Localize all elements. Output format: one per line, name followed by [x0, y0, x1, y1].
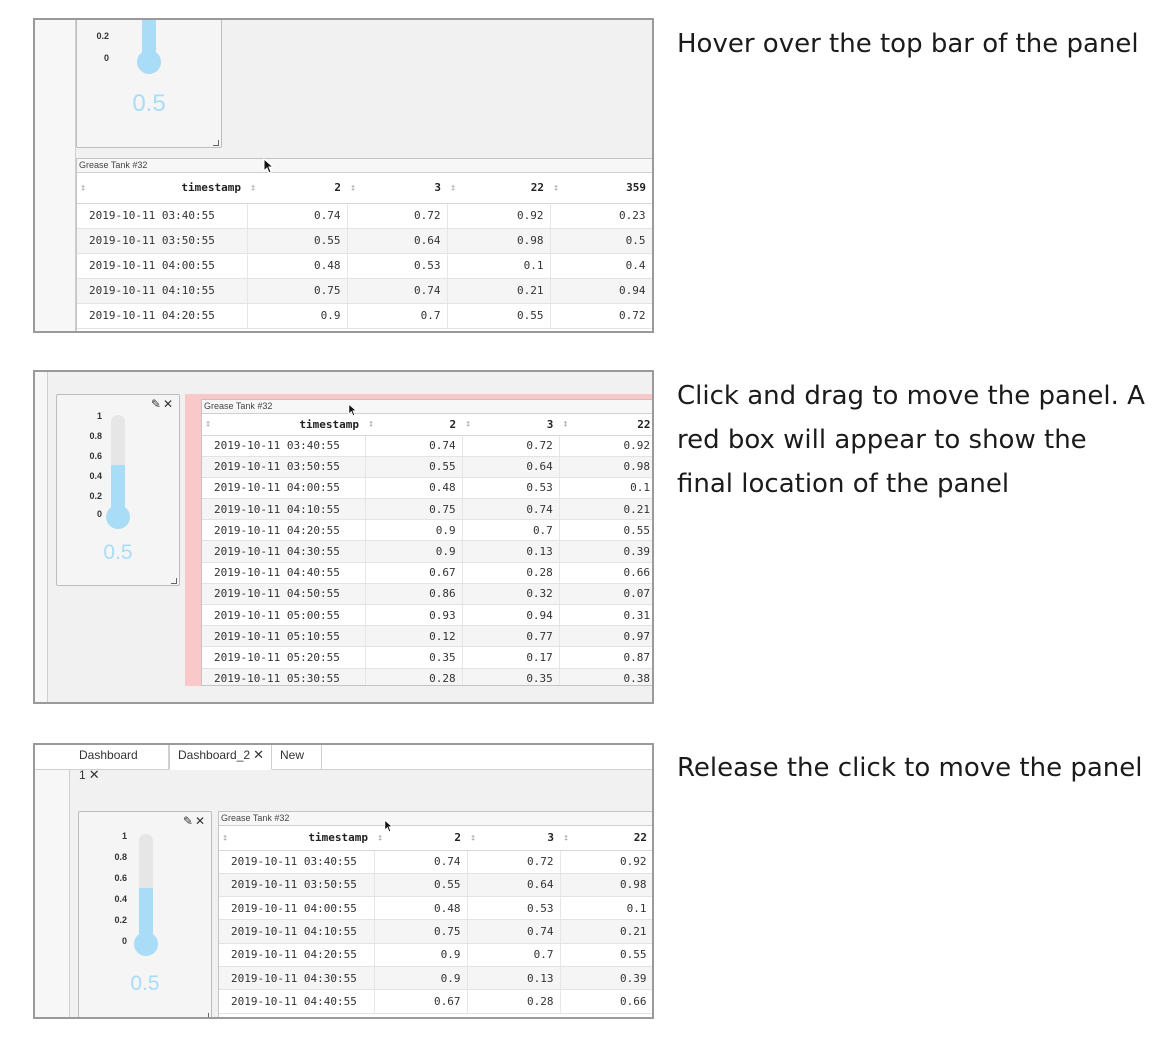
value-cell: 0.94	[462, 605, 559, 626]
value-cell: 0.23	[550, 203, 652, 228]
gauge-tick: 0	[103, 53, 109, 63]
value-cell: 0.35	[462, 668, 559, 686]
value-cell: 0.86	[365, 583, 462, 604]
value-cell: 0.98	[447, 228, 550, 253]
column-header[interactable]	[447, 173, 550, 203]
value-cell: 0.74	[365, 435, 462, 456]
timestamp-cell: 2019-10-11 04:50:55	[202, 583, 365, 604]
value-cell: 0.35	[365, 647, 462, 668]
panel-title-bar[interactable]: Grease Tank #32	[219, 812, 654, 826]
tab-label: Dashboard 1	[79, 748, 138, 782]
gauge-tick: 0.6	[89, 451, 102, 461]
sort-icon[interactable]: ↕	[205, 418, 212, 430]
column-header[interactable]	[77, 173, 247, 203]
column-header-label: 3	[434, 181, 441, 195]
gauge-tick: 1	[96, 411, 102, 421]
gauge-panel[interactable]	[78, 811, 212, 1019]
data-table	[219, 826, 654, 1014]
table-row	[202, 562, 654, 583]
gauge-bulb	[134, 932, 158, 956]
value-cell: 0.1	[560, 897, 653, 920]
value-cell: 0.75	[365, 499, 462, 520]
gauge-tick: 0.2	[96, 31, 109, 41]
left-rail	[35, 20, 76, 331]
column-header[interactable]	[347, 173, 447, 203]
table-row	[77, 253, 652, 278]
screenshot-step-3	[33, 743, 654, 1019]
column-header-label: 359	[626, 181, 646, 195]
timestamp-cell: 2019-10-11 04:00:55	[219, 897, 374, 920]
gauge-tick: 0	[121, 936, 127, 946]
value-cell: 0.1	[559, 477, 654, 498]
value-cell: 0.13	[467, 966, 560, 989]
value-cell: 0.94	[550, 278, 652, 303]
gauge-panel[interactable]	[76, 18, 222, 148]
value-cell: 0.72	[550, 303, 652, 328]
column-header[interactable]	[365, 414, 462, 435]
sort-icon[interactable]: ↕	[465, 418, 472, 430]
value-cell: 0.28	[462, 562, 559, 583]
panel-title-bar[interactable]: Grease Tank #32	[202, 400, 654, 414]
value-cell: 0.67	[365, 562, 462, 583]
step-3-caption: Release the click to move the panel	[677, 753, 1143, 783]
table-row	[202, 456, 654, 477]
tab-dashboard-1[interactable]	[71, 745, 169, 782]
column-header[interactable]	[550, 173, 652, 203]
value-cell: 0.93	[365, 605, 462, 626]
value-cell: 0.21	[560, 920, 653, 943]
timestamp-cell: 2019-10-11 04:00:55	[202, 477, 365, 498]
table-row	[219, 943, 653, 966]
timestamp-cell: 2019-10-11 04:10:55	[219, 920, 374, 943]
value-cell: 0.48	[365, 477, 462, 498]
value-cell: 0.55	[447, 303, 550, 328]
sort-icon[interactable]: ↕	[563, 832, 570, 844]
value-cell: 0.55	[560, 943, 653, 966]
value-cell: 0.28	[365, 668, 462, 686]
table-row	[202, 583, 654, 604]
value-cell: 0.53	[467, 897, 560, 920]
timestamp-cell: 2019-10-11 04:00:55	[77, 253, 247, 278]
table-row	[202, 541, 654, 562]
resize-handle[interactable]	[213, 140, 219, 146]
table-row	[219, 897, 653, 920]
value-cell: 0.9	[365, 520, 462, 541]
column-header-label: 3	[547, 831, 554, 845]
column-header-label: 22	[637, 417, 651, 431]
timestamp-cell: 2019-10-11 04:40:55	[219, 990, 374, 1013]
timestamp-cell: 2019-10-11 03:50:55	[202, 456, 365, 477]
value-cell: 0.74	[347, 278, 447, 303]
table-panel[interactable]	[201, 399, 654, 686]
column-header-label: timestamp	[181, 181, 241, 195]
value-cell: 0.87	[559, 647, 654, 668]
gauge-tick: 0.4	[114, 894, 127, 904]
edit-close-icon[interactable]: ✎✕	[150, 397, 175, 411]
timestamp-cell: 2019-10-11 05:30:55	[202, 668, 365, 686]
table-row	[77, 203, 652, 228]
value-cell: 0.55	[247, 228, 347, 253]
table-row	[202, 626, 654, 647]
gauge-tick: 1	[121, 831, 127, 841]
value-cell: 0.17	[462, 647, 559, 668]
value-cell: 0.74	[467, 920, 560, 943]
value-cell: 0.9	[374, 966, 467, 989]
gauge-value: 0.5	[132, 90, 166, 117]
value-cell: 0.9	[365, 541, 462, 562]
tab-label: Dashboard_2	[178, 748, 251, 762]
sort-icon[interactable]: ↕	[553, 182, 560, 194]
gauge-tube	[139, 834, 153, 942]
table-row	[219, 966, 653, 989]
gauge-panel[interactable]	[56, 394, 180, 586]
value-cell: 0.38	[559, 668, 654, 686]
table-panel[interactable]	[76, 158, 654, 333]
value-cell: 0.92	[559, 435, 654, 456]
value-cell: 0.72	[347, 203, 447, 228]
sort-icon[interactable]: ↕	[470, 832, 477, 844]
edit-close-icon[interactable]: ✎✕	[182, 814, 207, 828]
value-cell: 0.7	[347, 303, 447, 328]
column-header-label: timestamp	[308, 831, 368, 845]
gauge-tube	[111, 415, 125, 515]
screenshot-step-2	[33, 370, 654, 704]
value-cell: 0.66	[560, 990, 653, 1013]
table-row	[77, 228, 652, 253]
column-header-label: 2	[454, 831, 461, 845]
close-icon[interactable]: ✕	[88, 767, 100, 782]
timestamp-cell: 2019-10-11 04:30:55	[219, 966, 374, 989]
table-row	[202, 605, 654, 626]
value-cell: 0.98	[559, 456, 654, 477]
value-cell: 0.72	[462, 435, 559, 456]
tab-dashboard-2[interactable]	[169, 745, 272, 770]
sort-icon[interactable]: ↕	[368, 418, 375, 430]
value-cell: 0.39	[560, 966, 653, 989]
gauge-tick: 0.8	[114, 852, 127, 862]
gauge-tick: 0.6	[114, 873, 127, 883]
value-cell: 0.5	[550, 228, 652, 253]
timestamp-cell: 2019-10-11 04:10:55	[77, 278, 247, 303]
gauge-value: 0.5	[103, 541, 133, 564]
sort-icon[interactable]: ↕	[250, 182, 257, 194]
value-cell: 0.07	[559, 583, 654, 604]
resize-handle[interactable]	[203, 1013, 209, 1019]
table-row	[219, 990, 653, 1013]
panel-title-bar[interactable]: Grease Tank #32	[77, 159, 654, 173]
value-cell: 0.32	[462, 583, 559, 604]
column-header-label: 22	[633, 831, 647, 845]
value-cell: 0.12	[365, 626, 462, 647]
gauge-tick: 0	[96, 509, 102, 519]
gauge-value: 0.5	[130, 972, 160, 995]
timestamp-cell: 2019-10-11 03:40:55	[202, 435, 365, 456]
value-cell: 0.9	[374, 943, 467, 966]
value-cell: 0.31	[559, 605, 654, 626]
table-row	[77, 303, 652, 328]
value-cell: 0.48	[247, 253, 347, 278]
table-row	[202, 435, 654, 456]
timestamp-cell: 2019-10-11 04:30:55	[202, 541, 365, 562]
column-header[interactable]	[560, 826, 653, 850]
timestamp-cell: 2019-10-11 05:20:55	[202, 647, 365, 668]
tab-new[interactable]	[272, 745, 322, 769]
tab-label: New	[280, 748, 305, 762]
value-cell: 0.28	[467, 990, 560, 1013]
value-cell: 0.48	[374, 897, 467, 920]
value-cell: 0.64	[467, 873, 560, 896]
value-cell: 0.55	[374, 873, 467, 896]
gauge-tick: 0.2	[114, 915, 127, 925]
left-rail	[35, 770, 70, 1017]
column-header-label: 2	[449, 417, 457, 431]
value-cell: 0.7	[462, 520, 559, 541]
close-icon[interactable]: ✕	[253, 747, 264, 762]
value-cell: 0.75	[374, 920, 467, 943]
value-cell: 0.75	[247, 278, 347, 303]
timestamp-cell: 2019-10-11 03:40:55	[77, 203, 247, 228]
column-header[interactable]	[219, 826, 374, 850]
screenshot-step-1	[33, 18, 654, 333]
value-cell: 0.21	[447, 278, 550, 303]
timestamp-cell: 2019-10-11 04:20:55	[202, 520, 365, 541]
sort-icon[interactable]: ↕	[80, 182, 87, 194]
step-2-caption: Click and drag to move the panel. A red box will appear to show the final location of the panel	[677, 381, 1145, 499]
data-table	[77, 173, 653, 329]
value-cell: 0.9	[247, 303, 347, 328]
step-1-caption: Hover over the top bar of the panel	[677, 29, 1139, 59]
value-cell: 0.64	[347, 228, 447, 253]
table-row	[219, 873, 653, 896]
column-header-label: timestamp	[299, 417, 360, 431]
sort-icon[interactable]: ↕	[450, 182, 457, 194]
value-cell: 0.55	[365, 456, 462, 477]
column-header-label: 22	[530, 181, 544, 195]
timestamp-cell: 2019-10-11 04:20:55	[77, 303, 247, 328]
value-cell: 0.55	[559, 520, 654, 541]
gauge-tick: 0.8	[89, 431, 102, 441]
value-cell: 0.39	[559, 541, 654, 562]
value-cell: 0.74	[247, 203, 347, 228]
value-cell: 0.53	[462, 477, 559, 498]
resize-handle[interactable]	[171, 578, 177, 584]
value-cell: 0.53	[347, 253, 447, 278]
timestamp-cell: 2019-10-11 04:40:55	[202, 562, 365, 583]
table-row	[202, 647, 654, 668]
table-row	[219, 850, 653, 873]
data-table	[202, 414, 654, 686]
timestamp-cell: 2019-10-11 04:10:55	[202, 499, 365, 520]
table-row	[202, 477, 654, 498]
sort-icon[interactable]: ↕	[377, 832, 384, 844]
column-header-label: 2	[334, 181, 341, 195]
timestamp-cell: 2019-10-11 05:00:55	[202, 605, 365, 626]
column-header[interactable]	[247, 173, 347, 203]
value-cell: 0.7	[467, 943, 560, 966]
table-row	[77, 278, 652, 303]
column-header[interactable]	[559, 414, 654, 435]
column-header[interactable]	[202, 414, 365, 435]
table-row	[202, 668, 654, 686]
table-panel[interactable]	[218, 811, 654, 1019]
table-row	[219, 920, 653, 943]
gauge-tick: 0.2	[89, 491, 102, 501]
sort-icon[interactable]: ↕	[222, 832, 229, 844]
value-cell: 0.92	[560, 850, 653, 873]
value-cell: 0.13	[462, 541, 559, 562]
value-cell: 0.74	[374, 850, 467, 873]
value-cell: 0.1	[447, 253, 550, 278]
timestamp-cell: 2019-10-11 03:50:55	[77, 228, 247, 253]
value-cell: 0.97	[559, 626, 654, 647]
value-cell: 0.64	[462, 456, 559, 477]
sort-icon[interactable]: ↕	[562, 418, 569, 430]
gauge-tick: 0.4	[89, 471, 102, 481]
value-cell: 0.67	[374, 990, 467, 1013]
sort-icon[interactable]: ↕	[350, 182, 357, 194]
column-header-label: 3	[546, 417, 554, 431]
value-cell: 0.98	[560, 873, 653, 896]
value-cell: 0.77	[462, 626, 559, 647]
gauge-bulb	[137, 50, 161, 74]
table-row	[202, 520, 654, 541]
timestamp-cell: 2019-10-11 03:50:55	[219, 873, 374, 896]
value-cell: 0.21	[559, 499, 654, 520]
timestamp-cell: 2019-10-11 05:10:55	[202, 626, 365, 647]
column-header[interactable]	[462, 414, 559, 435]
value-cell: 0.4	[550, 253, 652, 278]
timestamp-cell: 2019-10-11 03:40:55	[219, 850, 374, 873]
timestamp-cell: 2019-10-11 04:20:55	[219, 943, 374, 966]
column-header[interactable]	[467, 826, 560, 850]
dashboard-tab-bar	[35, 745, 652, 782]
left-rail	[35, 372, 48, 702]
value-cell: 0.66	[559, 562, 654, 583]
gauge-bulb	[106, 505, 130, 529]
value-cell: 0.92	[447, 203, 550, 228]
table-row	[202, 499, 654, 520]
value-cell: 0.72	[467, 850, 560, 873]
value-cell: 0.74	[462, 499, 559, 520]
